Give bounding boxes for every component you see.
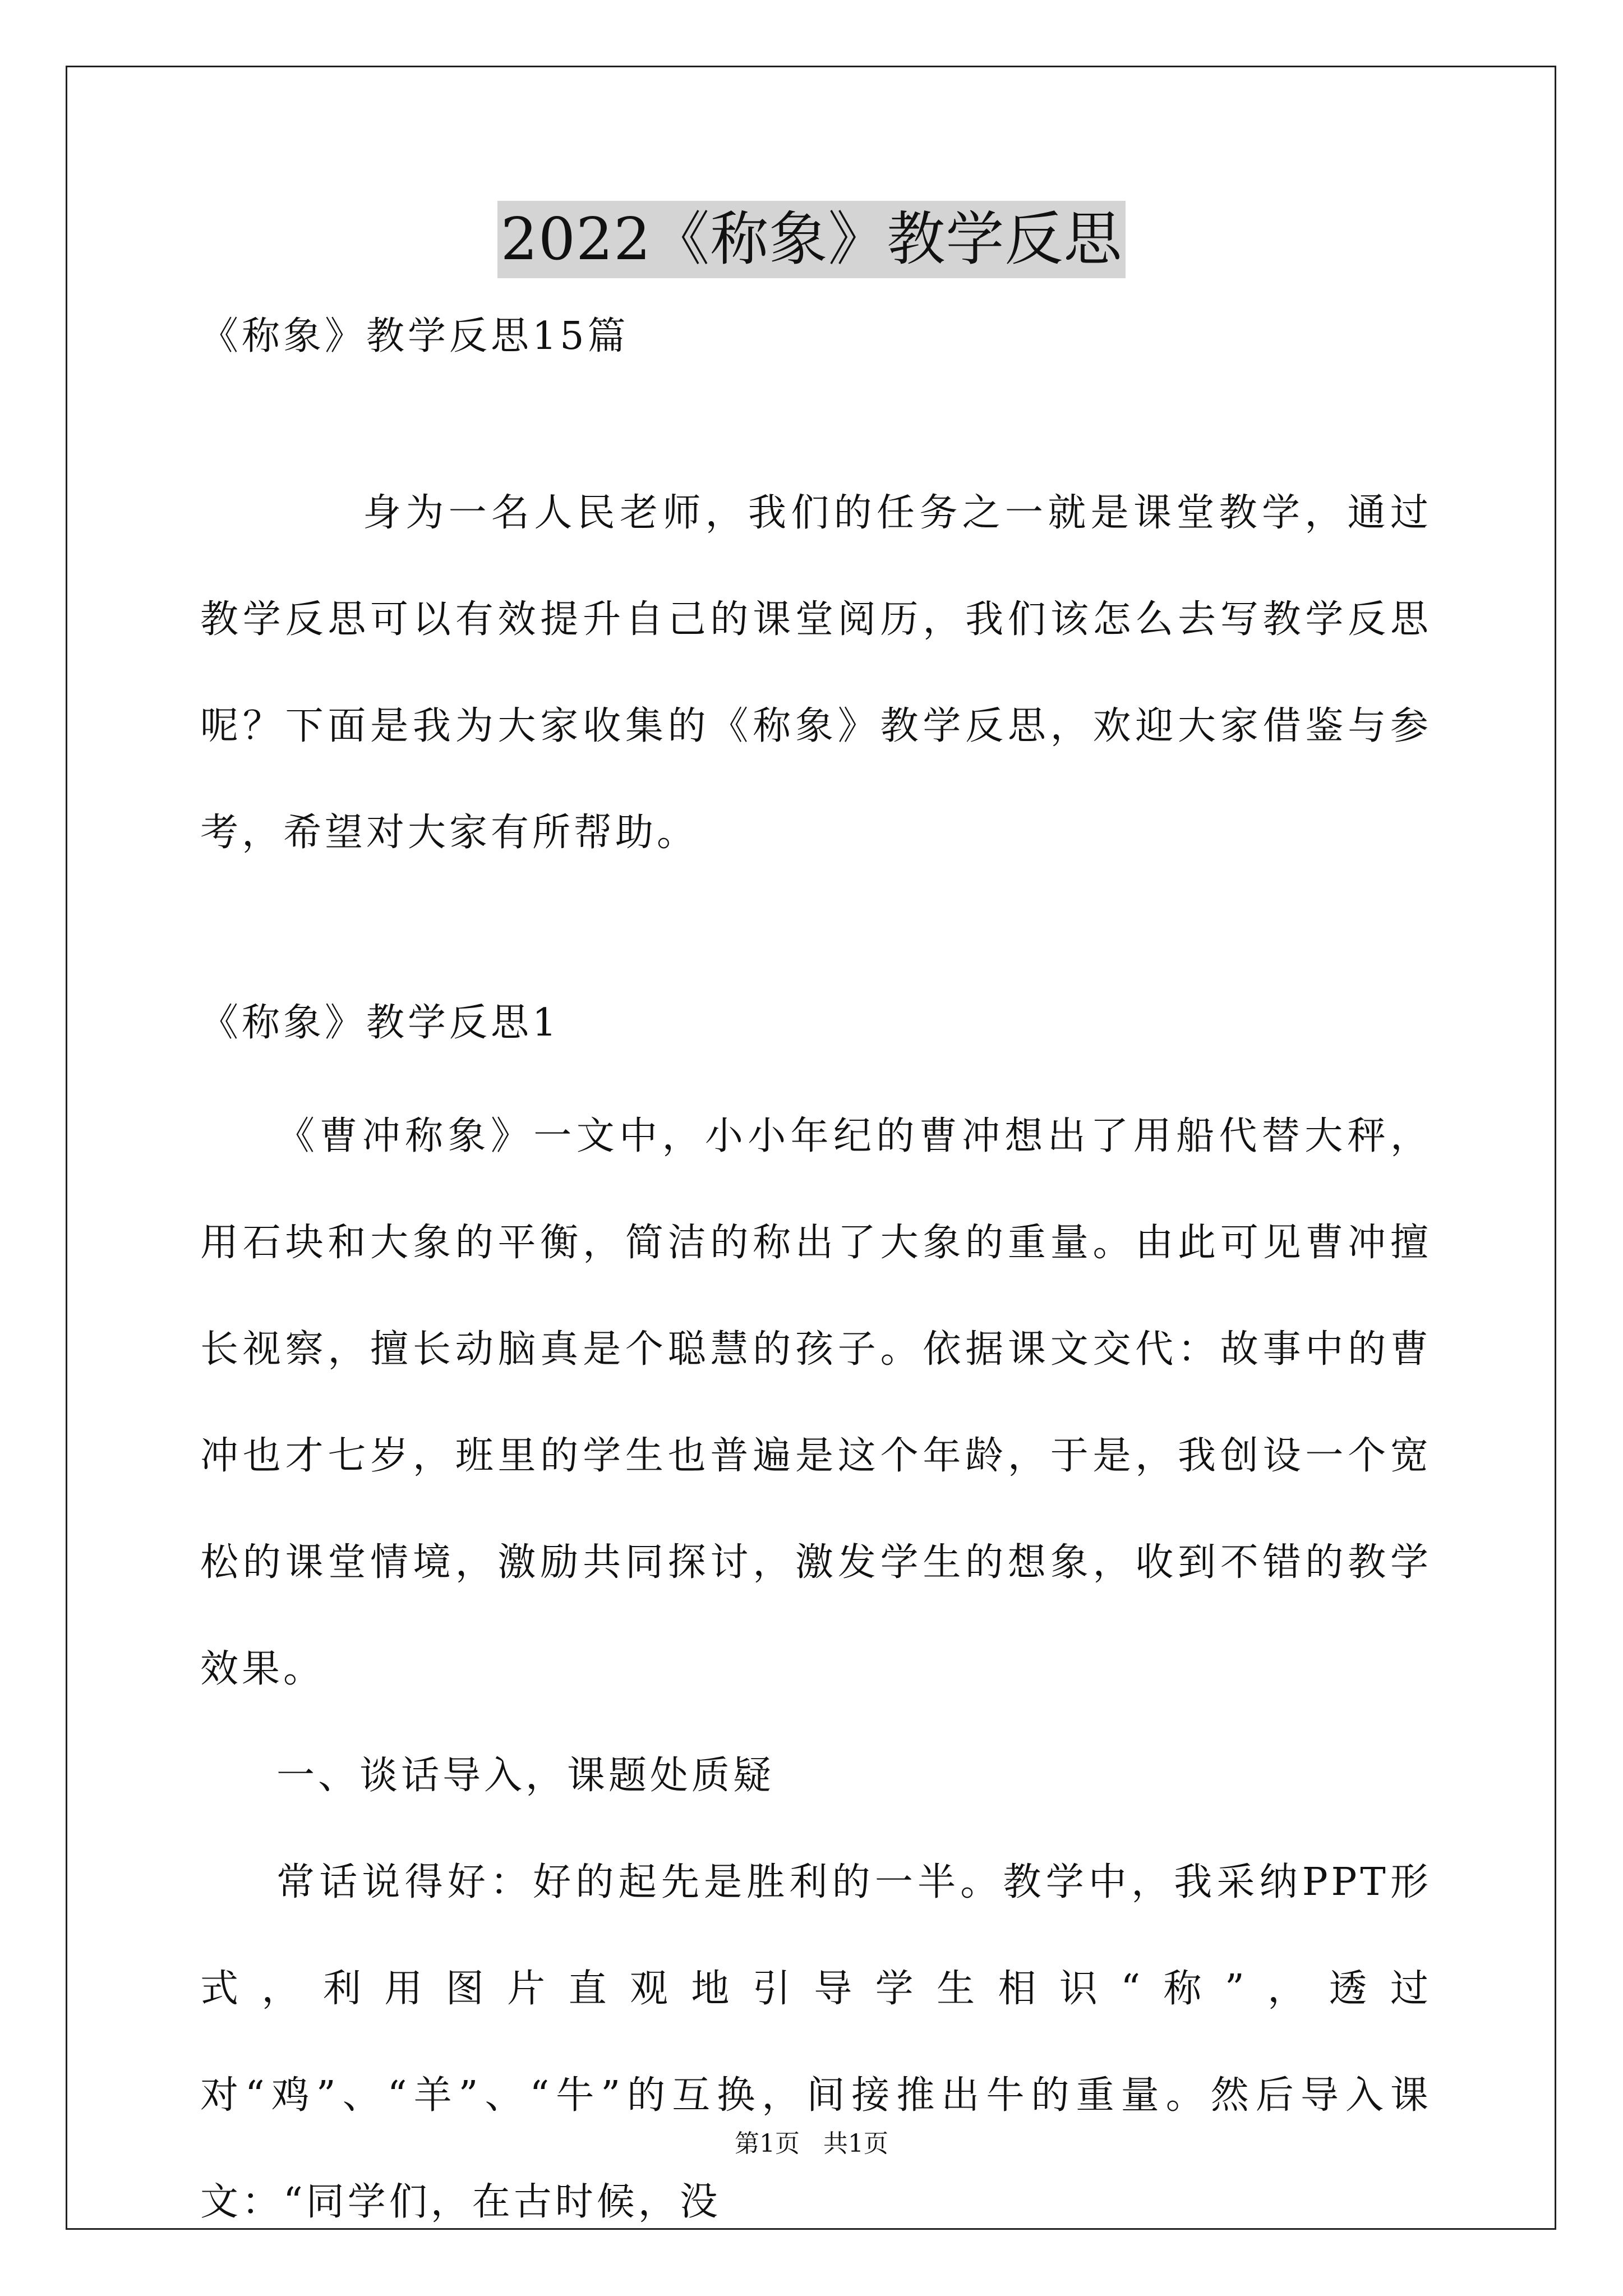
intro-paragraph: 身为一名人民老师，我们的任务之一就是课堂教学，通过教学反思可以有效提升自己的课堂阅历，我们该怎么去写教学反思呢？下面是我为大家收集的《称象》教学反思，欢迎大家借鉴与参考，希望对大家有所帮助。 <box>200 491 1432 855</box>
paragraph-2: 一、谈话导入，课题处质疑 <box>276 1754 775 1798</box>
document-title: 2022《称象》教学反思 <box>497 201 1126 278</box>
section-body <box>200 1083 1432 2256</box>
document-subtitle: 《称象》教学反思15篇 <box>200 314 629 358</box>
paragraph-3: 常话说得好：好的起先是胜利的一半。教学中，我采纳PPT形式，利用图片直观地引导学生相识“称”，透过对“鸡”、“羊”、“牛”的互换，间接推出牛的重量。然后导入课文：“同学们，在古时候，没 <box>200 1860 1432 2224</box>
page-footer <box>0 2127 1623 2161</box>
page-number: 第1页 <box>735 2129 800 2158</box>
title-container <box>0 201 1623 278</box>
section-heading: 《称象》教学反思1 <box>200 1001 560 1045</box>
page-total: 共1页 <box>823 2129 888 2158</box>
paragraph-1: 《曹冲称象》一文中，小小年纪的曹冲想出了用船代替大秤，用石块和大象的平衡，简洁的称出了大象的重量。由此可见曹冲擅长视察，擅长动脑真是个聪慧的孩子。依据课文交代：故事中的曹冲也才七岁，班里的学生也普遍是这个年龄，于是，我创设一个宽松的课堂情境，激励共同探讨，激发学生的想象，收到不错的教学效果。 <box>200 1114 1432 1691</box>
